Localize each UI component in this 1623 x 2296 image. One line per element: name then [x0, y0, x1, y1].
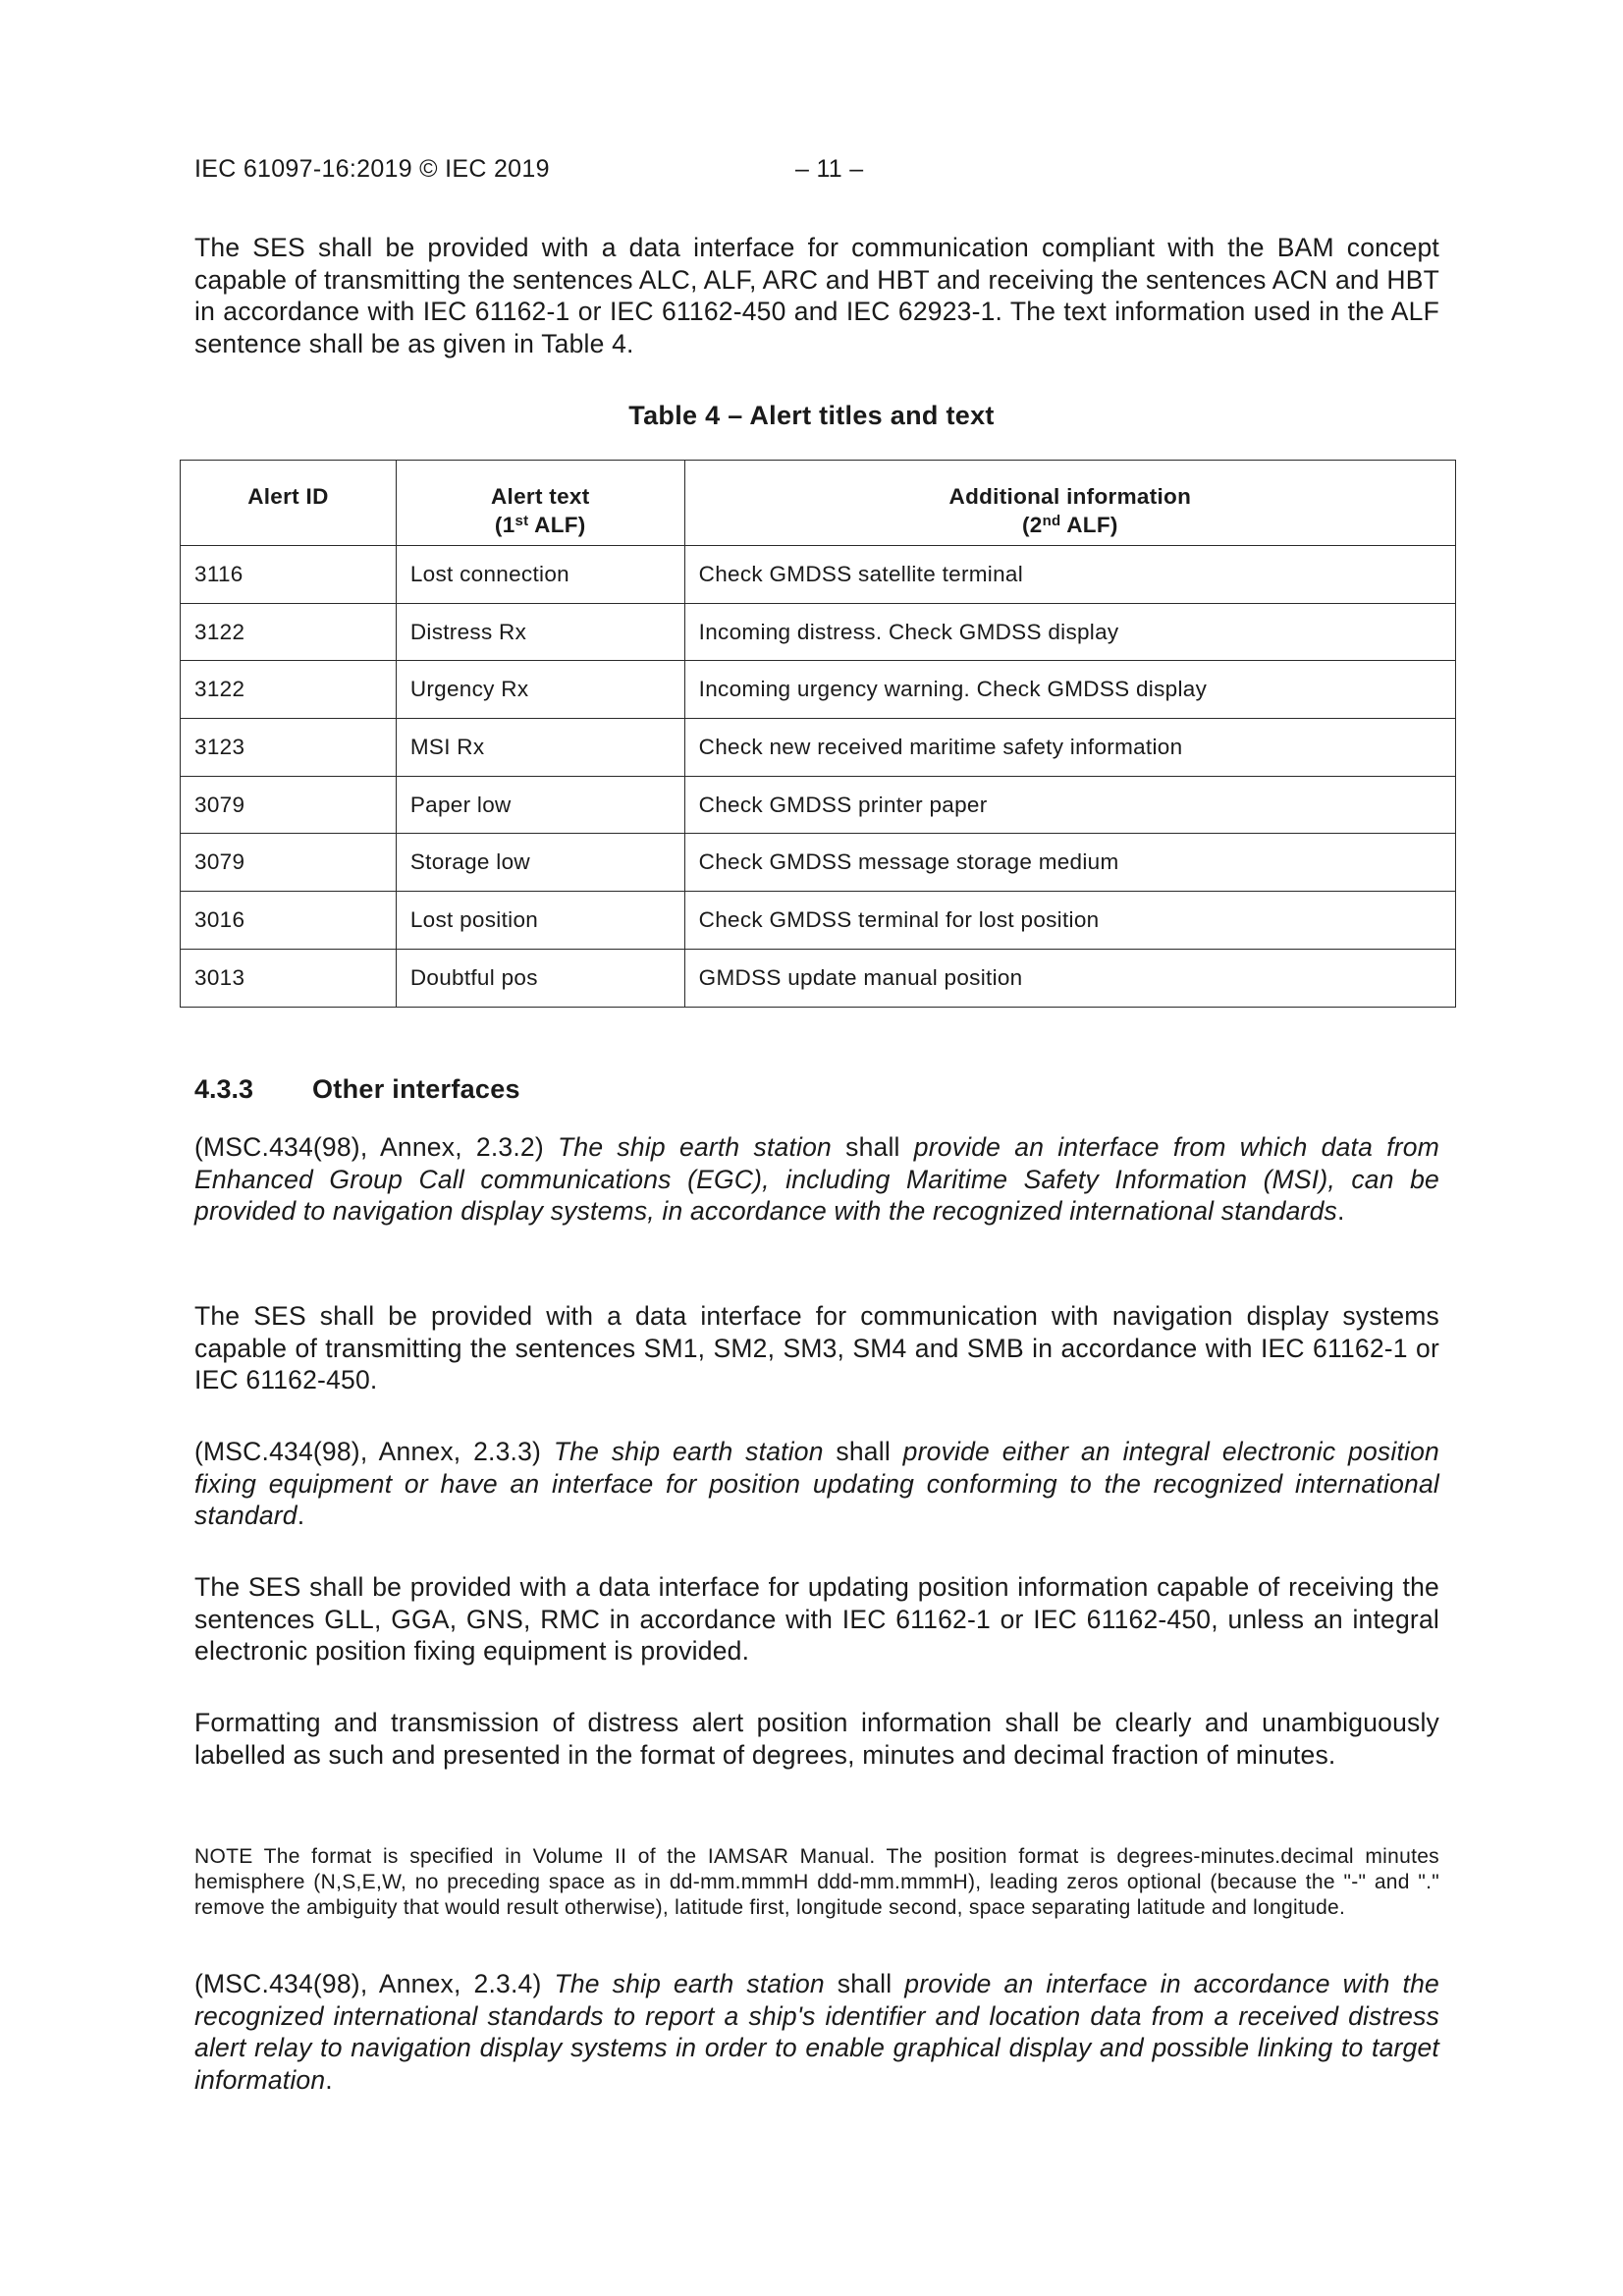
- msc-reference: (MSC.434(98), Annex, 2.3.3): [194, 1437, 554, 1466]
- header-additional-info: [684, 461, 1455, 546]
- italic-requirement: provide either an integral electronic position fixing equipment or have an interface for position updating conforming to the recognized international standard: [194, 1437, 1439, 1530]
- table-row: [181, 546, 1456, 604]
- cell-alert-id: 3016: [181, 892, 397, 950]
- table-caption: Table 4 – Alert titles and text: [628, 401, 995, 430]
- msc-2-3-2-paragraph: [194, 1131, 1439, 1228]
- table-row: [181, 776, 1456, 834]
- cell-alert-text: Doubtful pos: [396, 949, 684, 1007]
- cell-additional-info: Check new received maritime safety information: [684, 719, 1455, 777]
- cell-alert-text: Urgency Rx: [396, 661, 684, 719]
- page-header: [194, 155, 864, 184]
- msc-reference: (MSC.434(98), Annex, 2.3.2): [194, 1132, 559, 1162]
- table-row: [181, 661, 1456, 719]
- italic-subject: The ship earth station: [558, 1132, 832, 1162]
- cell-additional-info: Check GMDSS message storage medium: [684, 834, 1455, 892]
- section-number: 4.3.3: [194, 1074, 254, 1104]
- cell-additional-info: GMDSS update manual position: [684, 949, 1455, 1007]
- cell-alert-id: 3013: [181, 949, 397, 1007]
- table-header-row: [181, 461, 1456, 546]
- msc-2-3-4-paragraph: [194, 1968, 1439, 2096]
- header-alert-text-label: Alert text: [490, 484, 590, 509]
- paragraph-end: .: [1336, 1196, 1345, 1226]
- shall-word: shall: [832, 1132, 914, 1162]
- paragraph-end: .: [325, 2064, 333, 2095]
- cell-additional-info: Check GMDSS terminal for lost position: [684, 892, 1455, 950]
- table-row: [181, 603, 1456, 661]
- header-alert-text-sup: st: [514, 513, 529, 529]
- header-additional-info-label: Additional information: [948, 484, 1192, 509]
- header-alert-id: [181, 461, 397, 546]
- cell-alert-text: Distress Rx: [396, 603, 684, 661]
- header-alert-text: [396, 461, 684, 546]
- cell-alert-id: 3123: [181, 719, 397, 777]
- cell-alert-text: Storage low: [396, 834, 684, 892]
- page-number: – 11 –: [795, 155, 864, 183]
- header-additional-info-sup: nd: [1042, 513, 1061, 529]
- cell-alert-id: 3116: [181, 546, 397, 604]
- table-row: [181, 892, 1456, 950]
- cell-alert-text: MSI Rx: [396, 719, 684, 777]
- cell-additional-info: Incoming urgency warning. Check GMDSS display: [684, 661, 1455, 719]
- cell-alert-id: 3079: [181, 776, 397, 834]
- shall-word: shall: [823, 1437, 903, 1466]
- header-alert-text-sub-post: ALF): [528, 513, 586, 537]
- cell-alert-text: Lost connection: [396, 546, 684, 604]
- header-alert-id-label: Alert ID: [247, 484, 329, 509]
- header-alert-text-sub-pre: (1: [494, 513, 515, 537]
- italic-requirement: provide an interface in accordance with the recognized international standards to report a ship's identifier and location data from a received distress alert relay to navigation display systems in order to enable graphical display and possible linking to target information: [194, 1969, 1439, 2095]
- nav-display-paragraph: The SES shall be provided with a data interface for communication with navigation display systems capable of transmitting the sentences SM1, SM2, SM3, SM4 and SMB in accordance with IEC 61162-1 or IEC 61162-450.: [194, 1301, 1439, 1394]
- alert-titles-table: [180, 460, 1456, 1008]
- section-title: Other interfaces: [312, 1074, 520, 1104]
- position-update-paragraph: The SES shall be provided with a data interface for updating position information capable of receiving the sentences GLL, GGA, GNS, RMC in accordance with IEC 61162-1 or IEC 61162-450, unless an integral electronic position fixing equipment is provided.: [194, 1572, 1439, 1666]
- table-row: [181, 719, 1456, 777]
- cell-additional-info: Check GMDSS printer paper: [684, 776, 1455, 834]
- italic-subject: The ship earth station: [554, 1969, 825, 1998]
- cell-alert-id: 3122: [181, 603, 397, 661]
- cell-alert-text: Paper low: [396, 776, 684, 834]
- header-additional-info-sub-post: ALF): [1060, 513, 1118, 537]
- header-additional-info-sub-pre: (2: [1021, 513, 1043, 537]
- note-paragraph: NOTE The format is specified in Volume II of the IAMSAR Manual. The position format is degrees-minutes.decimal minutes hemisphere (N,S,E,W, no preceding space as in dd-mm.mmmH ddd-mm.mmmH), leading zeros optional (because the "-" and "." remove the ambiguity that would result otherwise), latitude first, longitude second, space separating latitude and longitude.: [194, 1845, 1439, 1919]
- cell-additional-info: Check GMDSS satellite terminal: [684, 546, 1455, 604]
- italic-subject: The ship earth station: [553, 1437, 824, 1466]
- intro-paragraph: The SES shall be provided with a data interface for communication compliant with the BAM concept capable of transmitting the sentences ALC, ALF, ARC and HBT and receiving the sentences ACN and HBT in accordance with IEC 61162-1 or IEC 61162-450 and IEC 62923-1. The text information used in the ALF sentence shall be as given in Table 4.: [194, 233, 1439, 358]
- paragraph-end: .: [297, 1501, 305, 1530]
- table-row: [181, 949, 1456, 1007]
- italic-requirement: provide an interface from which data from Enhanced Group Call communications (EGC), including Maritime Safety Information (MSI), can be provided to navigation display systems, in accordance with the recognized international standards: [194, 1132, 1439, 1226]
- cell-alert-id: 3079: [181, 834, 397, 892]
- shall-word: shall: [824, 1969, 905, 1998]
- document-reference: IEC 61097-16:2019 © IEC 2019: [194, 155, 550, 183]
- cell-additional-info: Incoming distress. Check GMDSS display: [684, 603, 1455, 661]
- table-row: [181, 834, 1456, 892]
- msc-reference: (MSC.434(98), Annex, 2.3.4): [194, 1969, 555, 1998]
- cell-alert-id: 3122: [181, 661, 397, 719]
- format-paragraph: Formatting and transmission of distress alert position information shall be clearly and unambiguously labelled as such and presented in the format of degrees, minutes and decimal fraction of minutes.: [194, 1708, 1439, 1770]
- cell-alert-text: Lost position: [396, 892, 684, 950]
- msc-2-3-3-paragraph: [194, 1436, 1439, 1532]
